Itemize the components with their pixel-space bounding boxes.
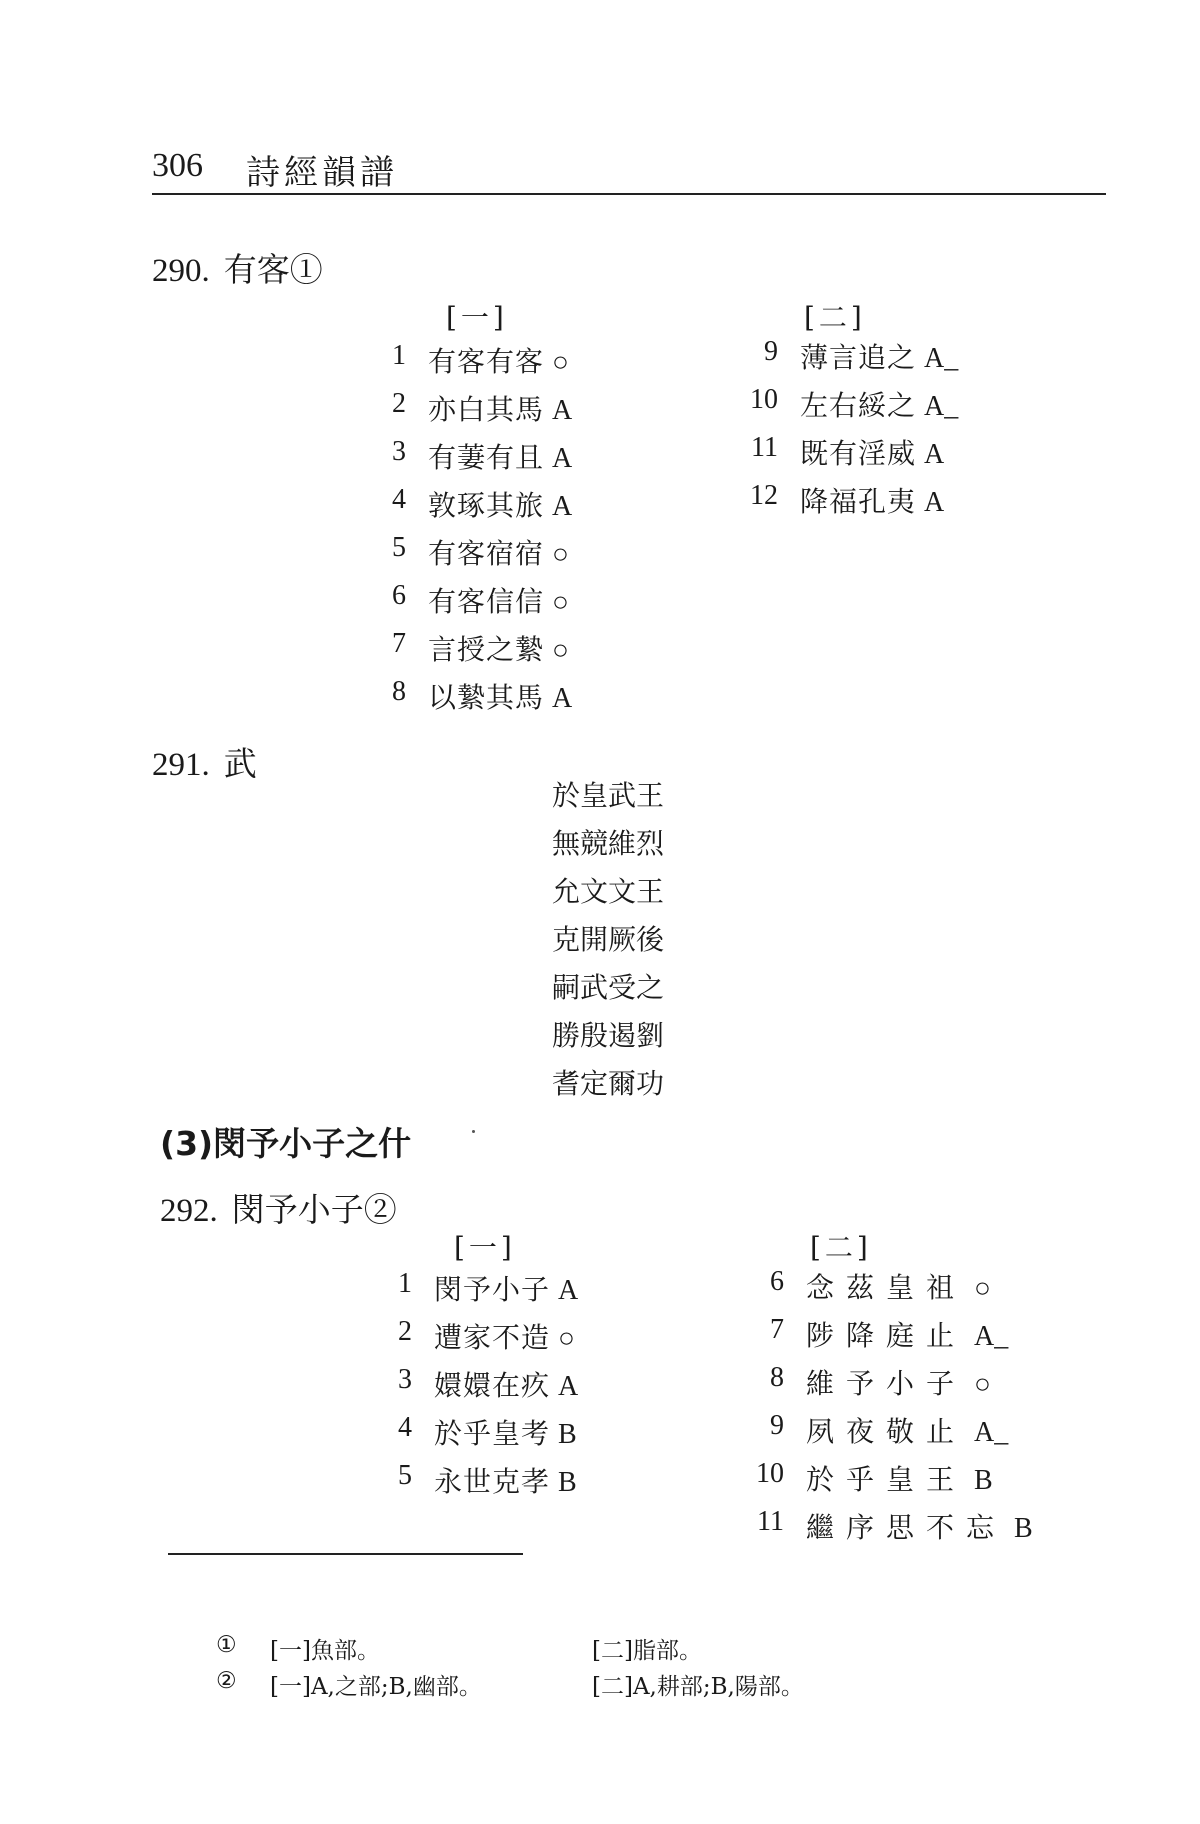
verse-line: [392, 340, 569, 388]
verse-text: 有萋有且: [428, 441, 545, 474]
line-number: 7: [770, 1314, 784, 1345]
stray-dot: [472, 1130, 475, 1133]
verse-line: 勝殷遏劉: [552, 1019, 665, 1052]
page-number: 306: [152, 147, 203, 184]
section-number: 292.: [160, 1193, 218, 1229]
line-number: 6: [770, 1266, 784, 1297]
line-number: 11: [757, 1506, 784, 1537]
section-name: 有客①: [223, 250, 323, 289]
footnote-1-a: [一]魚部。: [270, 1638, 380, 1664]
verse-text: 遭家不造: [434, 1321, 551, 1354]
verse-text: 夙夜敬止: [806, 1415, 967, 1448]
section-name: 閔予小子②: [231, 1190, 397, 1229]
line-number: 2: [392, 388, 406, 419]
rhyme-mark: A_: [974, 1417, 1009, 1448]
rhyme-mark: ○: [552, 635, 569, 666]
footnote-rule: [168, 1553, 523, 1555]
line-number: 7: [392, 628, 406, 659]
footnote-1-marker: ①: [216, 1632, 237, 1658]
verse-text: 言授之縶: [428, 633, 545, 666]
verse-line: 允文文王: [552, 875, 665, 908]
line-number: 8: [770, 1362, 784, 1393]
running-title: 詩經韻譜: [246, 153, 398, 193]
line-number: 5: [392, 532, 406, 563]
footnote-1-b: [二]脂部。: [592, 1638, 702, 1664]
rhyme-mark: A: [552, 491, 573, 522]
verse-line: [750, 384, 959, 432]
line-number: 8: [392, 676, 406, 707]
rhyme-mark: A_: [924, 343, 959, 374]
rhyme-mark: A: [552, 683, 573, 714]
footnote-2-a: [一]A,之部;B,幽部。: [270, 1674, 482, 1700]
line-number: 11: [751, 432, 778, 463]
rhyme-mark: A: [552, 443, 573, 474]
verse-text: 念茲皇祖: [806, 1271, 967, 1304]
section-290-title: [152, 244, 323, 291]
verse-line: [398, 1460, 577, 1508]
verse-line: 耆定爾功: [552, 1067, 665, 1100]
line-number: 3: [398, 1364, 412, 1395]
verse-line: [757, 1506, 1033, 1554]
verse-text: 閔予小子: [434, 1273, 551, 1306]
verse-line: [392, 532, 569, 580]
line-number: 10: [750, 384, 778, 415]
rhyme-mark: B: [558, 1467, 577, 1498]
subsection-heading: (3)閔予小子之什: [160, 1124, 412, 1163]
verse-line: [398, 1412, 577, 1460]
verse-text: 於乎皇考: [434, 1417, 551, 1450]
rhyme-mark: A_: [924, 391, 959, 422]
verse-text: 永世克孝: [434, 1465, 551, 1498]
section-number: 290.: [152, 253, 210, 289]
verse-line: [392, 484, 573, 532]
verse-text: 降福孔夷: [800, 485, 917, 518]
verse-text: 維予小子: [806, 1367, 967, 1400]
line-number: 4: [392, 484, 406, 515]
section-291-title: [152, 738, 257, 785]
line-number: 6: [392, 580, 406, 611]
stanza-label: [二]: [804, 301, 866, 334]
stanza-label: [一]: [446, 301, 508, 334]
rhyme-mark: A: [552, 395, 573, 426]
verse-text: 亦白其馬: [428, 393, 545, 426]
verse-line: [398, 1268, 579, 1316]
line-number: 3: [392, 436, 406, 467]
rhyme-mark: A: [924, 487, 945, 518]
stanza-label: [二]: [810, 1231, 872, 1264]
line-number: 9: [764, 336, 778, 367]
line-number: 1: [398, 1268, 412, 1299]
verse-line: [756, 1458, 993, 1506]
verse-line: [392, 580, 569, 628]
verse-line: 無競維烈: [552, 827, 665, 860]
rhyme-mark: B: [1014, 1513, 1033, 1544]
verse-text: 以縶其馬: [428, 681, 545, 714]
verse-line: [398, 1364, 579, 1412]
rhyme-mark: ○: [552, 587, 569, 618]
verse-line: [770, 1266, 991, 1314]
header-rule: [152, 193, 1106, 195]
verse-line: [764, 336, 959, 384]
verse-line: [398, 1316, 575, 1364]
verse-line: [751, 432, 945, 480]
rhyme-mark: B: [558, 1419, 577, 1450]
rhyme-mark: ○: [974, 1273, 991, 1304]
rhyme-mark: B: [974, 1465, 993, 1496]
rhyme-mark: ○: [558, 1323, 575, 1354]
verse-line: [770, 1362, 991, 1410]
line-number: 12: [750, 480, 778, 511]
footnote-2-b: [二]A,耕部;B,陽部。: [592, 1674, 804, 1700]
line-number: 4: [398, 1412, 412, 1443]
rhyme-mark: ○: [974, 1369, 991, 1400]
section-292-title: [160, 1184, 397, 1231]
rhyme-mark: A: [558, 1371, 579, 1402]
verse-text: 有客信信: [428, 585, 545, 618]
section-number: 291.: [152, 747, 210, 783]
verse-line: [770, 1410, 1009, 1458]
verse-line: [770, 1314, 1009, 1362]
verse-line: [392, 436, 573, 484]
verse-text: 嬛嬛在疚: [434, 1369, 551, 1402]
stanza-label: [一]: [454, 1231, 516, 1264]
rhyme-mark: A_: [974, 1321, 1009, 1352]
line-number: 5: [398, 1460, 412, 1491]
rhyme-mark: ○: [552, 347, 569, 378]
verse-line: 於皇武王: [552, 779, 665, 812]
footnote-2-marker: ②: [216, 1668, 237, 1694]
verse-line: 克開厥後: [552, 923, 665, 956]
verse-text: 既有淫威: [800, 437, 917, 470]
verse-text: 陟降庭止: [806, 1319, 967, 1352]
verse-text: 有客宿宿: [428, 537, 545, 570]
line-number: 2: [398, 1316, 412, 1347]
verse-text: 於乎皇王: [806, 1463, 967, 1496]
verse-text: 薄言追之: [800, 341, 917, 374]
line-number: 9: [770, 1410, 784, 1441]
rhyme-mark: A: [924, 439, 945, 470]
section-name: 武: [223, 744, 257, 783]
verse-line: [750, 480, 945, 528]
verse-text: 有客有客: [428, 345, 545, 378]
line-number: 1: [392, 340, 406, 371]
line-number: 10: [756, 1458, 784, 1489]
verse-line: [392, 388, 573, 436]
verse-text: 敦琢其旅: [428, 489, 545, 522]
verse-text: 左右綏之: [800, 389, 917, 422]
rhyme-mark: ○: [552, 539, 569, 570]
verse-line: 嗣武受之: [552, 971, 665, 1004]
verse-text: 繼序思不忘: [806, 1511, 1007, 1544]
verse-line: [392, 676, 573, 724]
verse-line: [392, 628, 569, 676]
rhyme-mark: A: [558, 1275, 579, 1306]
